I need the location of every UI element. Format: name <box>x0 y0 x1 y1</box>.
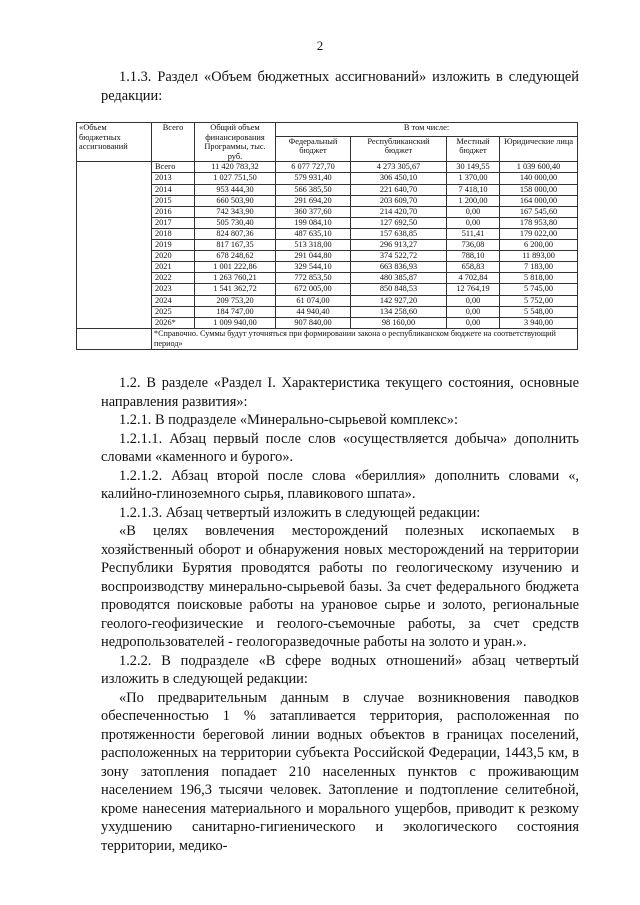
legal-entities-amount: 167 545,60 <box>500 206 578 217</box>
republican-amount: 306 450,10 <box>351 173 447 184</box>
federal-amount: 6 077 727,70 <box>276 162 351 173</box>
year-label: 2015 <box>152 195 195 206</box>
header-local: Местный бюджет <box>447 136 500 162</box>
table-row <box>77 306 578 317</box>
table-row <box>77 195 578 206</box>
local-amount: 12 764,19 <box>447 284 500 295</box>
empty-cell <box>77 262 152 273</box>
table-row <box>77 295 578 306</box>
intro-text: 1.1.3. Раздел «Объем бюджетных ассигнований» изложить в следующей редакции: <box>101 69 579 104</box>
total-amount: 11 420 783,32 <box>195 162 276 173</box>
federal-amount: 579 931,40 <box>276 173 351 184</box>
header-republican: Республиканский бюджет <box>351 136 447 162</box>
empty-cell <box>77 195 152 206</box>
republican-amount: 296 913,27 <box>351 240 447 251</box>
year-label: 2013 <box>152 173 195 184</box>
header-overall-volume: Общий объем финансирования Программы, тыс. руб. <box>195 123 276 162</box>
empty-cell <box>77 162 152 173</box>
local-amount: 0,00 <box>447 317 500 328</box>
intro-paragraph <box>101 68 579 105</box>
federal-amount: 566 385,50 <box>276 184 351 195</box>
empty-cell <box>77 217 152 228</box>
legal-entities-amount: 140 000,00 <box>500 173 578 184</box>
body-paragraph: «По предварительным данным в случае возникновения паводков обеспеченностью 1 % затапливается территория, расположенная по протяженности береговой линии водных объектов в границах поселений, расположенных на территории субъекта Российской Федерации, 1443,5 км, в зону затопления попадает 210 населенных пунктов с проживающим населением 196,3 тысячи человек. Затопление и подтопление селитебной, кроме нанесения материального и морального ущербов, приводит к резкому ухудшению санитарно-гигиенического и экологического состояния территории, медико- <box>101 689 579 854</box>
year-label: Всего <box>152 162 195 173</box>
body-text <box>101 374 579 855</box>
federal-amount: 672 005,00 <box>276 284 351 295</box>
republican-amount: 98 160,00 <box>351 317 447 328</box>
local-amount: 1 370,00 <box>447 173 500 184</box>
legal-entities-amount: 5 818,00 <box>500 273 578 284</box>
empty-cell <box>77 251 152 262</box>
body-paragraph: «В целях вовлечения месторождений полезных ископаемых в хозяйственный оборот и обнаружения новых месторождений на территории Республики Бурятия проводятся работы по геологическому изучению и воспроизводству минерально-сырьевой базы. За счет федерального бюджета проводятся поисковые работы на урановое сырье и золото, региональные геолого-геофизические и геолого-съемочные работы, за счет средств недропользователей - геологоразведочные работы на золото и уран.». <box>101 523 579 650</box>
legal-entities-amount: 6 200,00 <box>500 240 578 251</box>
year-label: 2018 <box>152 228 195 239</box>
body-paragraph: 1.2. В разделе «Раздел I. Характеристика текущего состояния, основные направления развития»: <box>101 375 579 410</box>
table-row <box>77 251 578 262</box>
local-amount: 658,83 <box>447 262 500 273</box>
year-label: 2017 <box>152 217 195 228</box>
local-amount: 30 149,55 <box>447 162 500 173</box>
body-paragraph: 1.2.1.1. Абзац первый после слов «осуществляется добыча» дополнить словами «каменного и бурого». <box>101 430 579 465</box>
federal-amount: 199 084,10 <box>276 217 351 228</box>
body-paragraph: 1.2.2. В подразделе «В сфере водных отношений» абзац четвертый изложить в следующей редакции: <box>101 652 579 687</box>
federal-amount: 291 694,20 <box>276 195 351 206</box>
table-row <box>77 173 578 184</box>
federal-amount: 329 544,10 <box>276 262 351 273</box>
federal-amount: 61 074,00 <box>276 295 351 306</box>
republican-amount: 127 692,50 <box>351 217 447 228</box>
republican-amount: 142 927,20 <box>351 295 447 306</box>
table-note-row <box>77 328 578 349</box>
legal-entities-amount: 178 953,80 <box>500 217 578 228</box>
empty-cell <box>77 184 152 195</box>
legal-entities-amount: 3 940,00 <box>500 317 578 328</box>
year-label: 2025 <box>152 306 195 317</box>
table-row <box>77 184 578 195</box>
local-amount: 511,41 <box>447 228 500 239</box>
republican-amount: 203 609,70 <box>351 195 447 206</box>
federal-amount: 487 635,10 <box>276 228 351 239</box>
table-row <box>77 206 578 217</box>
local-amount: 788,10 <box>447 251 500 262</box>
republican-amount: 221 640,70 <box>351 184 447 195</box>
local-amount: 0,00 <box>447 206 500 217</box>
year-label: 2019 <box>152 240 195 251</box>
body-paragraph: 1.2.1. В подразделе «Минерально-сырьевой комплекс»: <box>119 412 458 428</box>
year-label: 2026* <box>152 317 195 328</box>
header-section-name: «Объем бюджетных ассигнований <box>77 123 152 162</box>
header-legal-entities: Юридические лица <box>500 136 578 162</box>
year-label: 2022 <box>152 273 195 284</box>
total-amount: 1 263 760,21 <box>195 273 276 284</box>
empty-cell <box>77 273 152 284</box>
local-amount: 1 200,00 <box>447 195 500 206</box>
legal-entities-amount: 5 548,00 <box>500 306 578 317</box>
total-amount: 678 248,62 <box>195 251 276 262</box>
legal-entities-amount: 5 745,00 <box>500 284 578 295</box>
table-row <box>77 162 578 173</box>
table-row <box>77 284 578 295</box>
legal-entities-amount: 158 000,00 <box>500 184 578 195</box>
total-amount: 660 503,90 <box>195 195 276 206</box>
legal-entities-amount: 7 183,00 <box>500 262 578 273</box>
empty-cell <box>77 240 152 251</box>
body-paragraph: 1.2.1.2. Абзац второй после слова «бериллия» дополнить словами «, калийно-глиноземного сырья, плавикового шпата». <box>101 467 579 502</box>
total-amount: 209 753,20 <box>195 295 276 306</box>
table-header-row <box>77 123 578 137</box>
header-total: Всего <box>152 123 195 162</box>
local-amount: 0,00 <box>447 306 500 317</box>
empty-cell <box>77 295 152 306</box>
local-amount: 7 418,10 <box>447 184 500 195</box>
empty-cell <box>77 173 152 184</box>
total-amount: 184 747,00 <box>195 306 276 317</box>
legal-entities-amount: 5 752,00 <box>500 295 578 306</box>
local-amount: 0,00 <box>447 295 500 306</box>
republican-amount: 374 522,72 <box>351 251 447 262</box>
total-amount: 824 807,36 <box>195 228 276 239</box>
legal-entities-amount: 179 022,00 <box>500 228 578 239</box>
page-number: 2 <box>316 38 324 53</box>
year-label: 2020 <box>152 251 195 262</box>
table-row <box>77 317 578 328</box>
empty-cell <box>77 228 152 239</box>
table-row <box>77 228 578 239</box>
legal-entities-amount: 11 893,00 <box>500 251 578 262</box>
budget-table <box>76 122 578 350</box>
total-amount: 1 027 751,50 <box>195 173 276 184</box>
total-amount: 953 444,30 <box>195 184 276 195</box>
local-amount: 0,00 <box>447 217 500 228</box>
republican-amount: 850 848,53 <box>351 284 447 295</box>
republican-amount: 663 836,93 <box>351 262 447 273</box>
empty-cell <box>77 306 152 317</box>
republican-amount: 134 258,60 <box>351 306 447 317</box>
local-amount: 736,08 <box>447 240 500 251</box>
empty-cell <box>77 317 152 328</box>
table-row <box>77 262 578 273</box>
federal-amount: 907 840,00 <box>276 317 351 328</box>
total-amount: 505 730,40 <box>195 217 276 228</box>
federal-amount: 44 940,40 <box>276 306 351 317</box>
federal-amount: 772 853,50 <box>276 273 351 284</box>
year-label: 2024 <box>152 295 195 306</box>
table-row <box>77 240 578 251</box>
local-amount: 4 702,84 <box>447 273 500 284</box>
republican-amount: 157 638,85 <box>351 228 447 239</box>
federal-amount: 360 377,60 <box>276 206 351 217</box>
year-label: 2016 <box>152 206 195 217</box>
header-federal: Федеральный бюджет <box>276 136 351 162</box>
budget-table-wrapper <box>76 122 577 350</box>
total-amount: 1 009 940,00 <box>195 317 276 328</box>
header-including: В том числе: <box>276 123 578 137</box>
republican-amount: 480 385,87 <box>351 273 447 284</box>
empty-cell <box>77 284 152 295</box>
total-amount: 1 541 362,72 <box>195 284 276 295</box>
republican-amount: 214 420,70 <box>351 206 447 217</box>
federal-amount: 513 318,00 <box>276 240 351 251</box>
total-amount: 817 167,35 <box>195 240 276 251</box>
table-row <box>77 273 578 284</box>
total-amount: 742 343,90 <box>195 206 276 217</box>
empty-cell <box>77 206 152 217</box>
empty-cell <box>77 328 152 349</box>
year-label: 2021 <box>152 262 195 273</box>
total-amount: 1 001 222,86 <box>195 262 276 273</box>
republican-amount: 4 273 305,67 <box>351 162 447 173</box>
body-paragraph: 1.2.1.3. Абзац четвертый изложить в следующей редакции: <box>119 504 481 521</box>
year-label: 2023 <box>152 284 195 295</box>
table-row <box>77 217 578 228</box>
year-label: 2014 <box>152 184 195 195</box>
legal-entities-amount: 164 000,00 <box>500 195 578 206</box>
legal-entities-amount: 1 039 600,40 <box>500 162 578 173</box>
table-footnote: *Справочно. Суммы будут уточняться при формировании закона о республиканском бюджете на соответствующий период» <box>152 328 578 349</box>
federal-amount: 291 044,80 <box>276 251 351 262</box>
